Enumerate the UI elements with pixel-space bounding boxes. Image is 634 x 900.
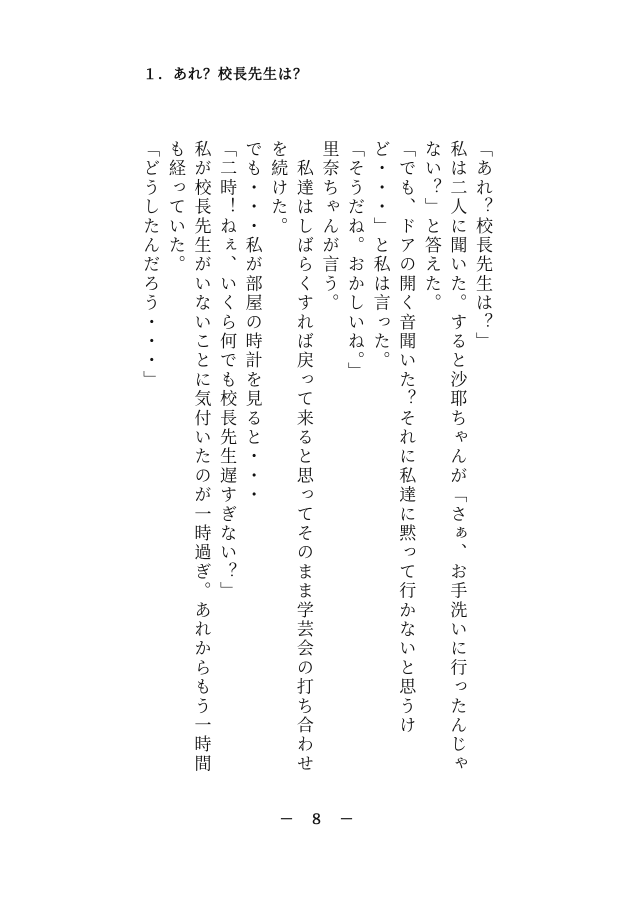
text-line: 「どうしたんだろう・・・」 xyxy=(139,140,160,390)
text-line: 私達はしばらくすれば戻って来ると思ってそのまま学芸会の打ち合わせを続けた。 xyxy=(267,140,313,774)
page-number: － ８ － xyxy=(279,812,355,828)
text-line: 「二時！ねぇ、いくら何でも校長先生遅すぎない？」 xyxy=(216,140,237,601)
text-line: 私は二人に聞いた。すると沙耶ちゃんが「さぁ、お手洗いに行ったんじゃない？」と答えた。 xyxy=(420,140,467,774)
novel-body-text xyxy=(134,140,494,780)
text-line: 「そうだね。おかしいね。」 xyxy=(344,140,365,382)
text-line: 「あれ？校長先生は？」 xyxy=(472,140,492,352)
text-line: 私が校長先生がいないことに気付いたのが一時過ぎ。あれからもう一時間も経っていた。 xyxy=(164,140,211,774)
text-line: 里奈ちゃんが言う。 xyxy=(318,140,339,313)
text-line: 「でも、ドアの開く音聞いた？それに私達に黙って行かないと思うけど・・・」と私は言った。 xyxy=(369,140,416,736)
text-line: でも・・・私が部屋の時計を見ると・・・ xyxy=(241,140,262,505)
chapter-title: １．あれ？校長先生は？ xyxy=(143,67,308,83)
